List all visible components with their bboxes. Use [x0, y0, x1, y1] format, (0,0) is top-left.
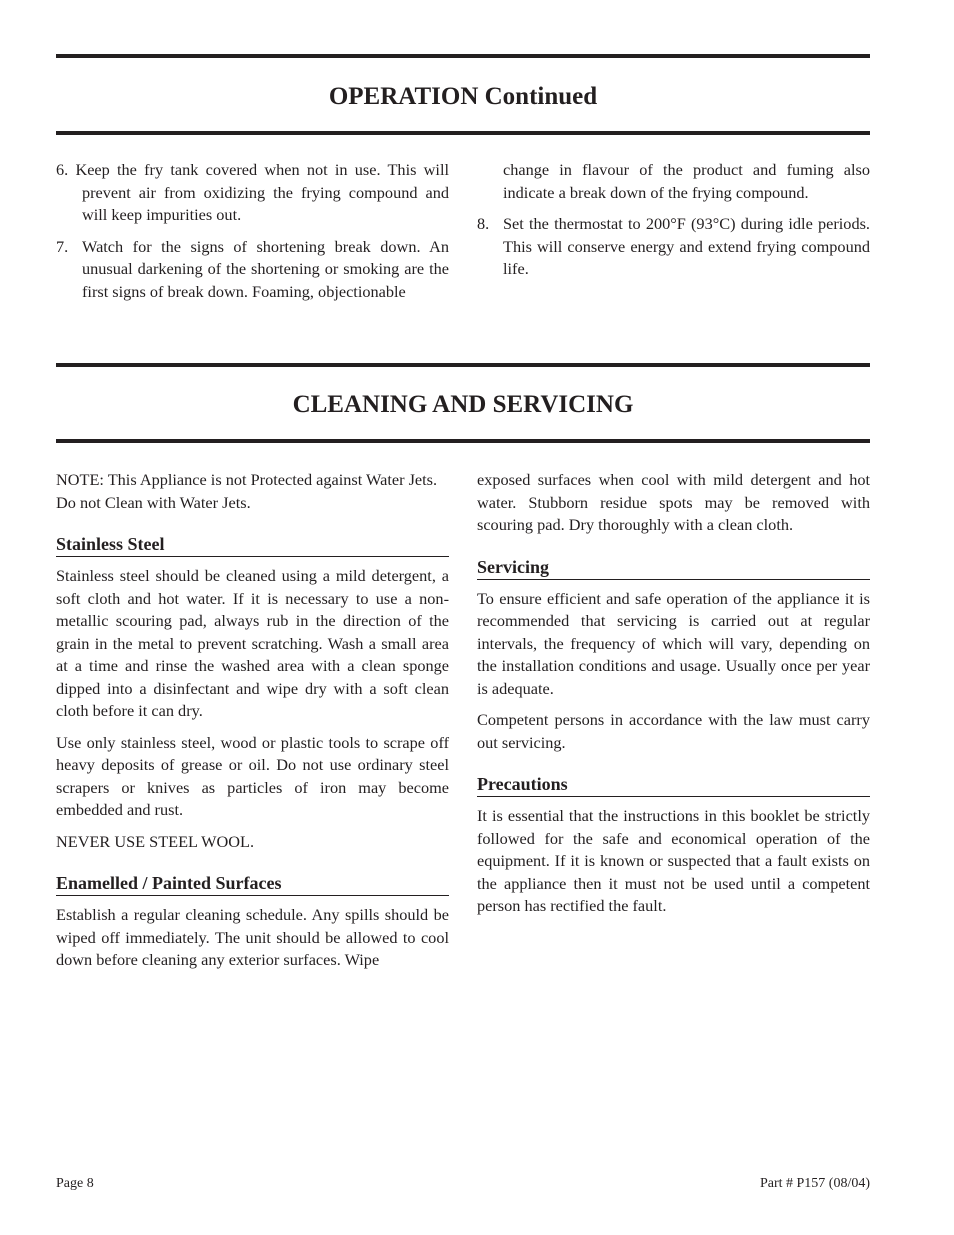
precautions-paragraph-1: It is essential that the instructions in this booklet be strictly followed for the safe and economical operation of the equipment. If it is known or suspected that a fault exists on the appliance then it must not be used until a competent person has rectified the fault.	[477, 806, 870, 915]
part-number: Part # P157 (08/04)	[759, 1176, 870, 1191]
list-item-8-number: 8.	[477, 214, 490, 233]
stainless-steel-heading: Stainless Steel	[56, 533, 449, 557]
cleaning-heading: CLEANING AND SERVICING	[292, 391, 634, 418]
list-item-7-text: Watch for the signs of shortening break down. An unusual darkening of the shortening or smoking are the first signs of break down. Foaming, objectionable	[82, 236, 449, 301]
list-item-7	[56, 236, 449, 304]
cleaning-right-column	[477, 469, 870, 927]
list-item-6: 6. Keep the fry tank covered when not in use. This will prevent air from oxidizing the frying compound and will keep impurities out.	[56, 160, 449, 224]
enamelled-paragraph-1-continued: exposed surfaces when cool with mild detergent and hot water. Stubborn residue spots may be removed with scouring pad. Dry thoroughly with a clean cloth.	[477, 470, 870, 534]
precautions-heading: Precautions	[477, 773, 870, 797]
list-item-8	[477, 213, 870, 281]
cleaning-left-column	[56, 469, 449, 981]
servicing-paragraph-1: To ensure efficient and safe operation of the appliance it is recommended that servicing is carried out at regular intervals, the frequency of which will vary, depending on the installation conditions and usage. Usually once per year is adequate.	[477, 588, 870, 698]
stainless-paragraph-3: NEVER USE STEEL WOOL.	[56, 831, 255, 851]
enamelled-heading: Enamelled / Painted Surfaces	[56, 872, 449, 896]
operation-right-column	[477, 159, 870, 290]
list-item-7-continued: change in flavour of the product and fuming also indicate a break down of the frying compound.	[503, 160, 870, 202]
servicing-heading: Servicing	[477, 556, 870, 580]
servicing-paragraph-2: Competent persons in accordance with the law must carry out servicing.	[477, 710, 870, 752]
page-number: Page 8	[56, 1176, 94, 1191]
enamelled-paragraph-1: Establish a regular cleaning schedule. Any spills should be wiped off immediately. The unit should be allowed to cool down before cleaning any exterior surfaces. Wipe	[56, 905, 449, 969]
cleaning-rule-1	[56, 363, 870, 367]
top-rule-1	[56, 54, 870, 58]
list-item-8-text: Set the thermostat to 200°F (93°C) during idle periods. This will conserve energy and extend frying compound life.	[503, 214, 870, 278]
list-item-7-number: 7.	[56, 236, 69, 256]
top-rule-2	[56, 131, 870, 135]
stainless-paragraph-2: Use only stainless steel, wood or plastic tools to scrape off heavy deposits of grease or oil. Do not use ordinary steel scrapers or knives as particles of iron may become embedded and rust.	[56, 732, 449, 819]
cleaning-rule-2	[56, 439, 870, 443]
operation-heading: OPERATION Continued	[328, 83, 598, 110]
stainless-paragraph-1: Stainless steel should be cleaned using a mild detergent, a soft cloth and hot water. If it is necessary to use a non-metallic scouring pad, always rub in the direction of the grain in the metal to prevent scratching. Wash a small area at a time and rinse the washed area with a clean sponge dipped into a disinfectant and wipe dry with a soft clean cloth before it can dry.	[56, 566, 449, 720]
water-jets-note: NOTE: This Appliance is not Protected against Water Jets. Do not Clean with Water Jets.	[56, 470, 438, 512]
operation-left-column	[56, 159, 449, 312]
